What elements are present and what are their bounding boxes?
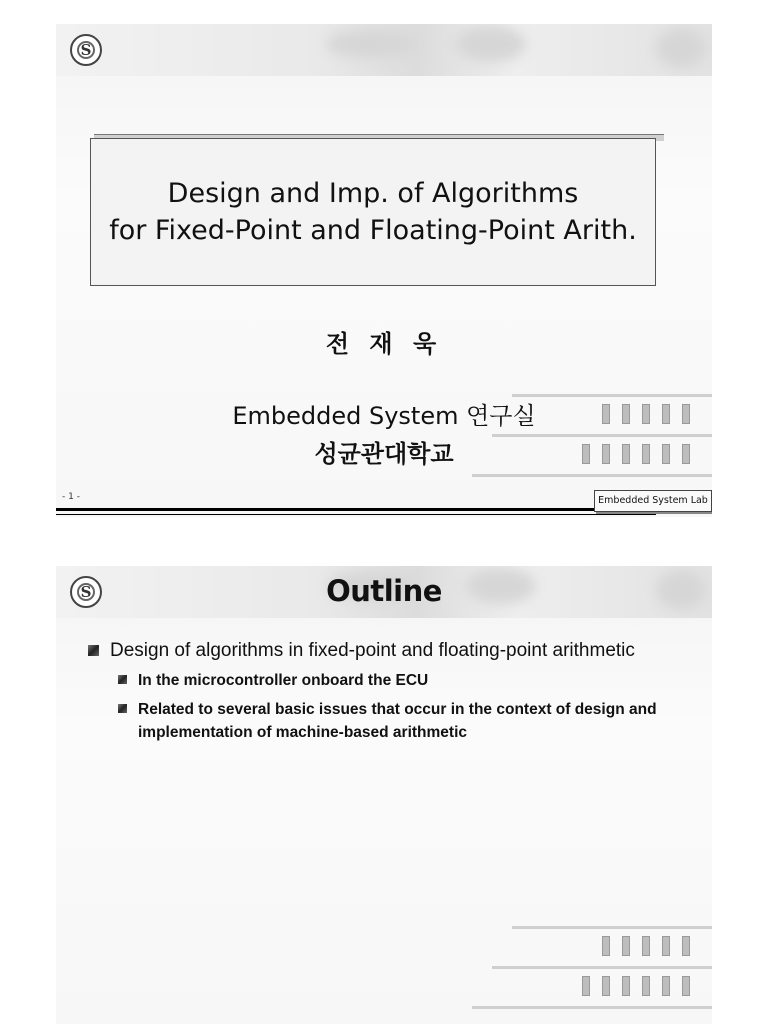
header-background bbox=[56, 24, 712, 76]
university-seal-icon bbox=[70, 34, 102, 66]
lab-name: Embedded System 연구실 bbox=[232, 402, 536, 430]
slide-title: Outline bbox=[326, 574, 442, 608]
bullet-list bbox=[88, 638, 688, 744]
sub-bullet-item bbox=[118, 698, 688, 744]
page-number: - 1 - bbox=[62, 492, 80, 502]
square-bullet-icon bbox=[118, 675, 127, 684]
square-bullet-icon bbox=[88, 645, 99, 656]
square-bullet-icon bbox=[118, 704, 127, 713]
footer-lab-label: Embedded System Lab bbox=[594, 490, 712, 512]
sub-bullet-text: Related to several basic issues that occur in the context of design and implementation of machine-based arithmetic bbox=[138, 701, 657, 741]
title-slide bbox=[56, 24, 712, 517]
sub-bullet-text: In the microcontroller onboard the ECU bbox=[138, 672, 429, 689]
sub-bullet-item bbox=[118, 669, 688, 692]
building-decoration bbox=[452, 886, 712, 1024]
university-name: 성균관대학교 bbox=[314, 440, 454, 468]
footer-divider bbox=[56, 508, 656, 511]
bullet-item bbox=[88, 638, 688, 663]
slide-title-line-1: Design and Imp. of Algorithms bbox=[167, 178, 579, 209]
bullet-text: Design of algorithms in fixed-point and floating-point arithmetic bbox=[110, 640, 635, 661]
slide-title-line-2: for Fixed-Point and Floating-Point Arith. bbox=[109, 215, 637, 246]
author-name: 전 재 욱 bbox=[325, 330, 443, 358]
title-box bbox=[90, 138, 656, 286]
outline-slide bbox=[56, 566, 712, 1024]
